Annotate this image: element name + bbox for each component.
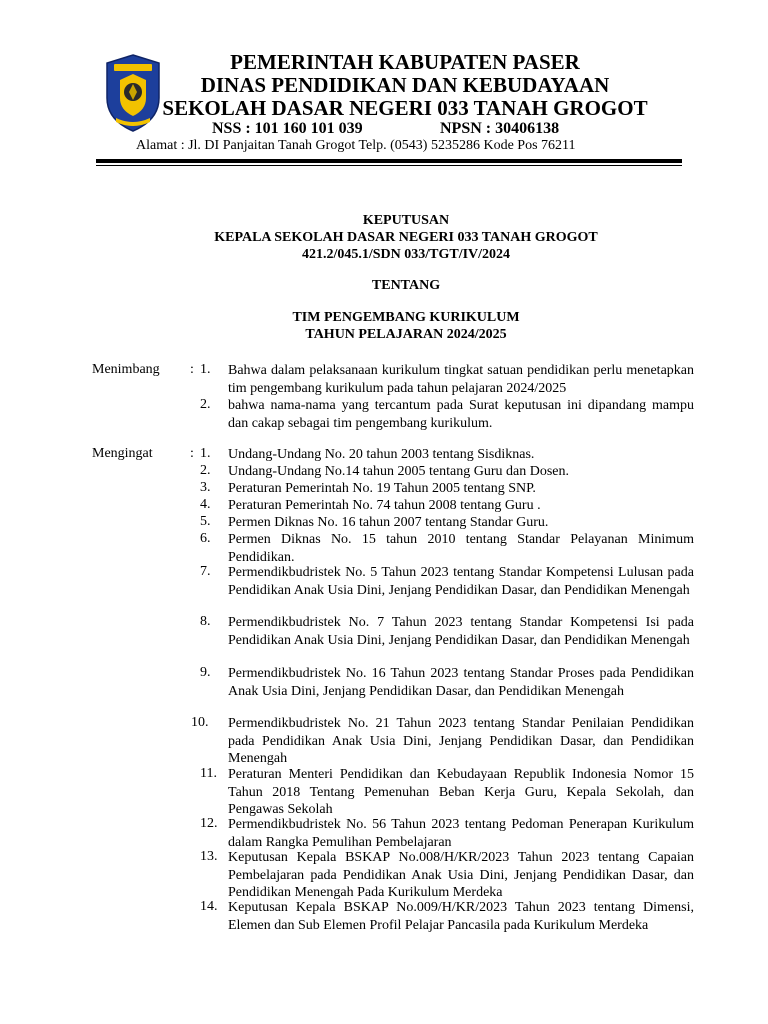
header-government: PEMERINTAH KABUPATEN PASER: [230, 50, 580, 74]
mengingat-item-text: Keputusan Kepala BSKAP No.009/H/KR/2023 Tahun 2023 tentang Dimensi, Elemen dan Sub Elemen Profil Pelajar Pancasila pada Kurikulum Merdeka: [228, 900, 694, 933]
mengingat-item-number: 12.: [200, 816, 218, 831]
mengingat-item-text: Permendikbudristek No. 7 Tahun 2023 tentang Standar Kompetensi Isi pada Pendidikan Anak Usia Dini, Jenjang Pendidikan Dasar, dan Pendidikan Menengah: [228, 615, 694, 648]
header-school-name: SEKOLAH DASAR NEGERI 033 TANAH GROGOT: [162, 96, 648, 120]
mengingat-item-number: 6.: [200, 531, 211, 546]
mengingat-item-number: 5.: [200, 514, 211, 529]
decree-subject: TIM PENGEMBANG KURIKULUM: [292, 310, 520, 325]
decree-title: KEPUTUSAN: [362, 213, 450, 228]
decree-tentang: TENTANG: [371, 278, 441, 293]
menimbang-item-number: 1.: [200, 362, 211, 377]
header-agency: DINAS PENDIDIKAN DAN KEBUDAYAAN: [200, 73, 610, 97]
mengingat-item-text: Permendikbudristek No. 5 Tahun 2023 tentang Standar Kompetensi Lulusan pada Pendidikan Anak Usia Dini, Jenjang Pendidikan Dasar, dan Pendidikan Menengah: [228, 565, 694, 598]
mengingat-item-text: Permen Diknas No. 15 tahun 2010 tentang Standar Pelayanan Minimum Pendidikan.: [228, 532, 694, 565]
header-divider-thin: [96, 165, 682, 166]
mengingat-item-text: Permen Diknas No. 16 tahun 2007 tentang Standar Guru.: [228, 515, 549, 530]
menimbang-item-text: bahwa nama-nama yang tercantum pada Surat keputusan ini dipandang mampu dan cakap sebagai tim pengembang kurikulum.: [228, 398, 694, 431]
mengingat-item-text: Undang-Undang No. 20 tahun 2003 tentang Sisdiknas.: [228, 447, 535, 462]
decree-number: 421.2/045.1/SDN 033/TGT/IV/2024: [301, 247, 511, 262]
mengingat-item-number: 9.: [200, 665, 211, 680]
mengingat-item-number: 2.: [200, 463, 211, 478]
mengingat-colon: :: [190, 446, 194, 461]
header-nss: NSS : 101 160 101 039: [212, 120, 363, 137]
decree-academic-year: TAHUN PELAJARAN 2024/2025: [305, 327, 507, 342]
mengingat-item-number: 10.: [191, 715, 209, 730]
mengingat-item-number: 13.: [200, 849, 218, 864]
mengingat-item-text: Permendikbudristek No. 56 Tahun 2023 tentang Pedoman Penerapan Kurikulum dalam Rangka Pemulihan Pembelajaran: [228, 817, 694, 850]
mengingat-item-number: 1.: [200, 446, 211, 461]
header-divider-thick: [96, 159, 682, 163]
mengingat-item-text: Keputusan Kepala BSKAP No.008/H/KR/2023 Tahun 2023 tentang Capaian Pembelajaran pada Pendidikan Anak Usia Dini, Jenjang Pendidikan Dasar, dan Pendidikan Menengah Pada Kurikulum Merdeka: [228, 850, 694, 900]
menimbang-colon: :: [190, 362, 194, 377]
header-address: Alamat : Jl. DI Panjaitan Tanah Grogot Telp. (0543) 5235286 Kode Pos 76211: [136, 138, 576, 153]
mengingat-item-number: 7.: [200, 564, 211, 579]
mengingat-item-text: Permendikbudristek No. 21 Tahun 2023 tentang Standar Penilaian Pendidikan pada Pendidikan Anak Usia Dini, Jenjang Pendidikan Dasar, dan Pendidikan Menengah: [228, 716, 694, 766]
kabupaten-paser-emblem: [104, 54, 162, 132]
mengingat-item-number: 11.: [200, 766, 217, 781]
mengingat-item-number: 14.: [200, 899, 218, 914]
menimbang-item-number: 2.: [200, 397, 211, 412]
decree-issuer: KEPALA SEKOLAH DASAR NEGERI 033 TANAH GROGOT: [214, 230, 598, 245]
mengingat-item-text: Permendikbudristek No. 16 Tahun 2023 tentang Standar Proses pada Pendidikan Anak Usia Dini, Jenjang Pendidikan Dasar, dan Pendidikan Menengah: [228, 666, 694, 699]
mengingat-item-text: Undang-Undang No.14 tahun 2005 tentang Guru dan Dosen.: [228, 464, 569, 479]
mengingat-item-text: Peraturan Pemerintah No. 19 Tahun 2005 tentang SNP.: [228, 481, 536, 496]
mengingat-item-text: Peraturan Pemerintah No. 74 tahun 2008 tentang Guru .: [228, 498, 541, 513]
mengingat-item-number: 8.: [200, 614, 211, 629]
menimbang-item-text: Bahwa dalam pelaksanaan kurikulum tingkat satuan pendidikan perlu menetapkan tim pengembang kurikulum pada tahun pelajaran 2024/2025: [228, 363, 694, 396]
mengingat-item-number: 3.: [200, 480, 211, 495]
header-npsn: NPSN : 30406138: [440, 120, 560, 137]
menimbang-label: Menimbang: [92, 362, 160, 377]
mengingat-label: Mengingat: [92, 446, 153, 461]
mengingat-item-number: 4.: [200, 497, 211, 512]
mengingat-item-text: Peraturan Menteri Pendidikan dan Kebudayaan Republik Indonesia Nomor 15 Tahun 2018 Tentang Pemenuhan Beban Kerja Guru, Kepala Sekolah, dan Pengawas Sekolah: [228, 767, 694, 817]
header-ids: [212, 120, 560, 138]
